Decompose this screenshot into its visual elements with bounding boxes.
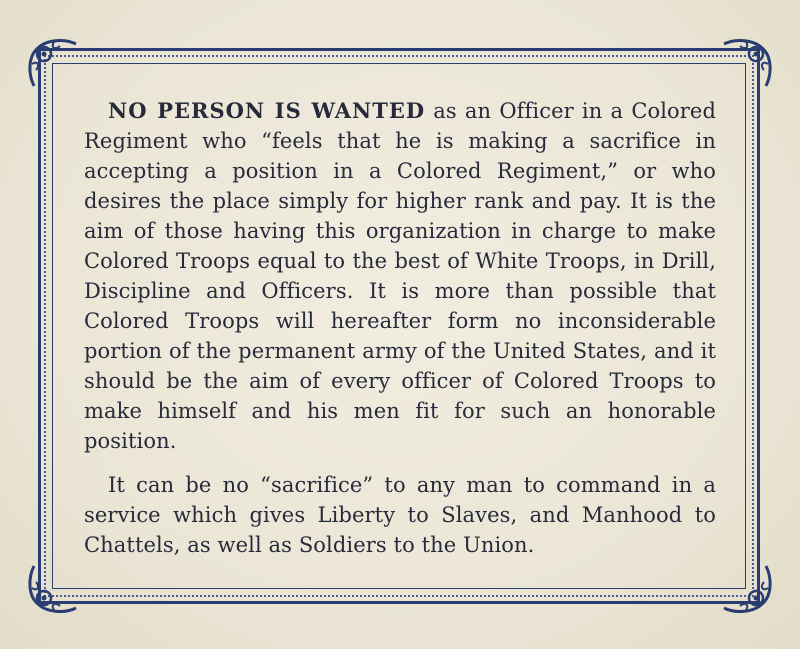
paragraph-2: [84, 470, 716, 560]
corner-ornament-icon: [714, 34, 776, 96]
corner-ornament-icon: [24, 556, 86, 618]
paragraph-2-body: It can be no “sacrifice” to any man to command in a service which gives Liberty to Slaves, and Manhood to Chattels, as well as Soldiers to the Union.: [84, 473, 716, 557]
broadside-text: [84, 96, 716, 560]
paragraph-1-body: as an Officer in a Colored Regiment who “feels that he is making a sacrifice in accepting a position in a Colored Regiment,” or who desires the place simply for higher rank and pay. It is the aim of those having this organization in charge to make Colored Troops equal to the best of White Troops, in Drill, Discipline and Officers. It is more than possible that Colored Troops will hereafter form no inconsiderable portion of the permanent army of the United States, and it should be the aim of every officer of Colored Troops to make himself and his men fit for such an honorable position.: [84, 99, 716, 453]
corner-ornament-icon: [714, 556, 776, 618]
corner-ornament-icon: [24, 34, 86, 96]
paragraph-1: [84, 96, 716, 456]
lead-heading: NO PERSON IS WANTED: [108, 98, 426, 123]
